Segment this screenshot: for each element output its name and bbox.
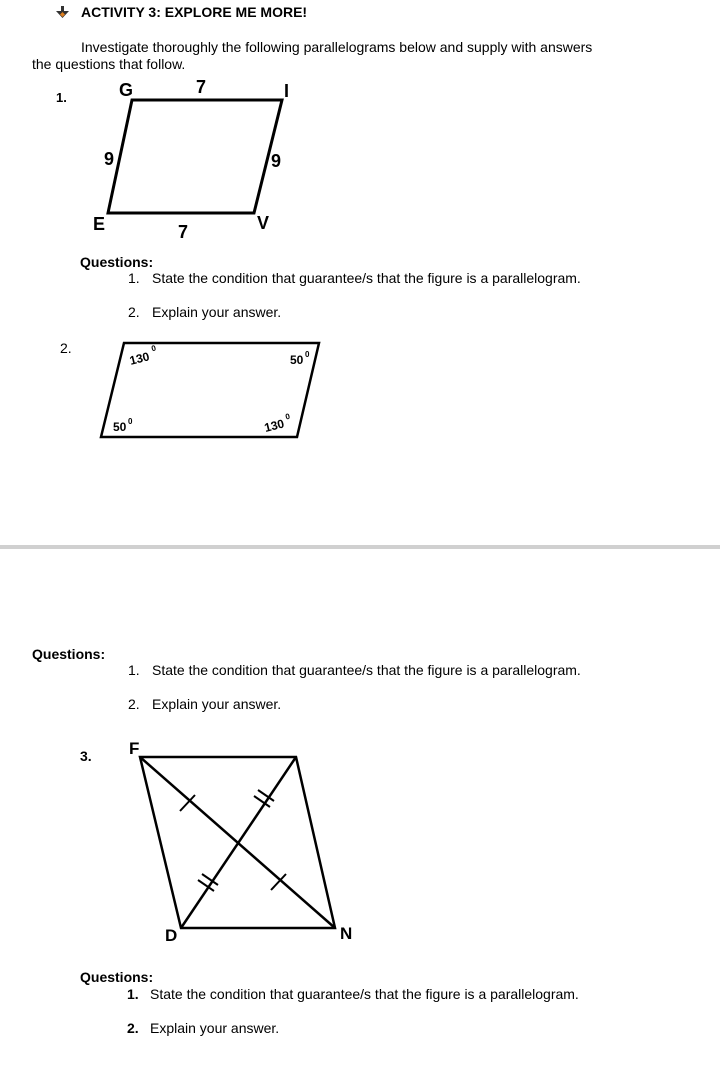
- angle-bottom-right: 130: [262, 416, 286, 435]
- item-2-questions-heading: Questions:: [32, 646, 106, 662]
- item-2-q2-text: Explain your answer.: [152, 696, 282, 712]
- angle-top-right-degree: 0: [305, 350, 310, 359]
- item-3-q2-number: 2.: [127, 1020, 139, 1036]
- vertex-label-g: G: [119, 80, 134, 100]
- item-1-questions-heading: Questions:: [80, 254, 154, 270]
- angle-top-left-degree: 0: [150, 343, 157, 354]
- item-2-q2-number: 2.: [128, 696, 140, 712]
- vertex-label-f: F: [129, 739, 140, 758]
- side-label-top: 7: [196, 77, 207, 97]
- item-1-number: 1.: [56, 90, 67, 105]
- angle-bottom-left-degree: 0: [128, 417, 133, 426]
- item-1-q1-number: 1.: [128, 270, 140, 286]
- item-1-q1-text: State the condition that guarantee/s that the figure is a parallelogram.: [152, 270, 581, 286]
- item-3-q1-text: State the condition that guarantee/s that the figure is a parallelogram.: [150, 986, 579, 1002]
- angle-top-left: 130: [128, 349, 151, 368]
- item-2-q1-text: State the condition that guarantee/s that the figure is a parallelogram.: [152, 662, 581, 678]
- diagonal-d-top: [181, 757, 296, 928]
- vertex-label-i: I: [284, 81, 290, 101]
- vertex-label-v: V: [257, 213, 270, 233]
- item-1-q2-text: Explain your answer.: [152, 304, 282, 320]
- item-2-number: 2.: [60, 340, 72, 356]
- vertex-label-d: D: [165, 926, 178, 945]
- item-3-questions-heading: Questions:: [80, 969, 154, 985]
- side-label-right: 9: [271, 151, 282, 171]
- item-3-q1-number: 1.: [127, 986, 139, 1002]
- angle-bottom-left: 50: [113, 420, 127, 434]
- angle-bottom-right-degree: 0: [284, 411, 291, 422]
- item-3-q2-text: Explain your answer.: [150, 1020, 280, 1036]
- side-label-left: 9: [104, 149, 115, 169]
- item-3-number: 3.: [80, 748, 92, 764]
- angle-top-right: 50: [290, 353, 304, 367]
- vertex-label-n: N: [340, 924, 353, 943]
- activity-title: ACTIVITY 3: EXPLORE ME MORE!: [81, 4, 308, 20]
- item-1-q2-number: 2.: [128, 304, 140, 320]
- item-2-q1-number: 1.: [128, 662, 140, 678]
- intro-line-2: the questions that follow.: [32, 56, 186, 72]
- intro-line-1: Investigate thoroughly the following parallelograms below and supply with answers: [81, 39, 593, 55]
- vertex-label-e: E: [93, 214, 106, 234]
- side-label-bottom: 7: [178, 222, 189, 242]
